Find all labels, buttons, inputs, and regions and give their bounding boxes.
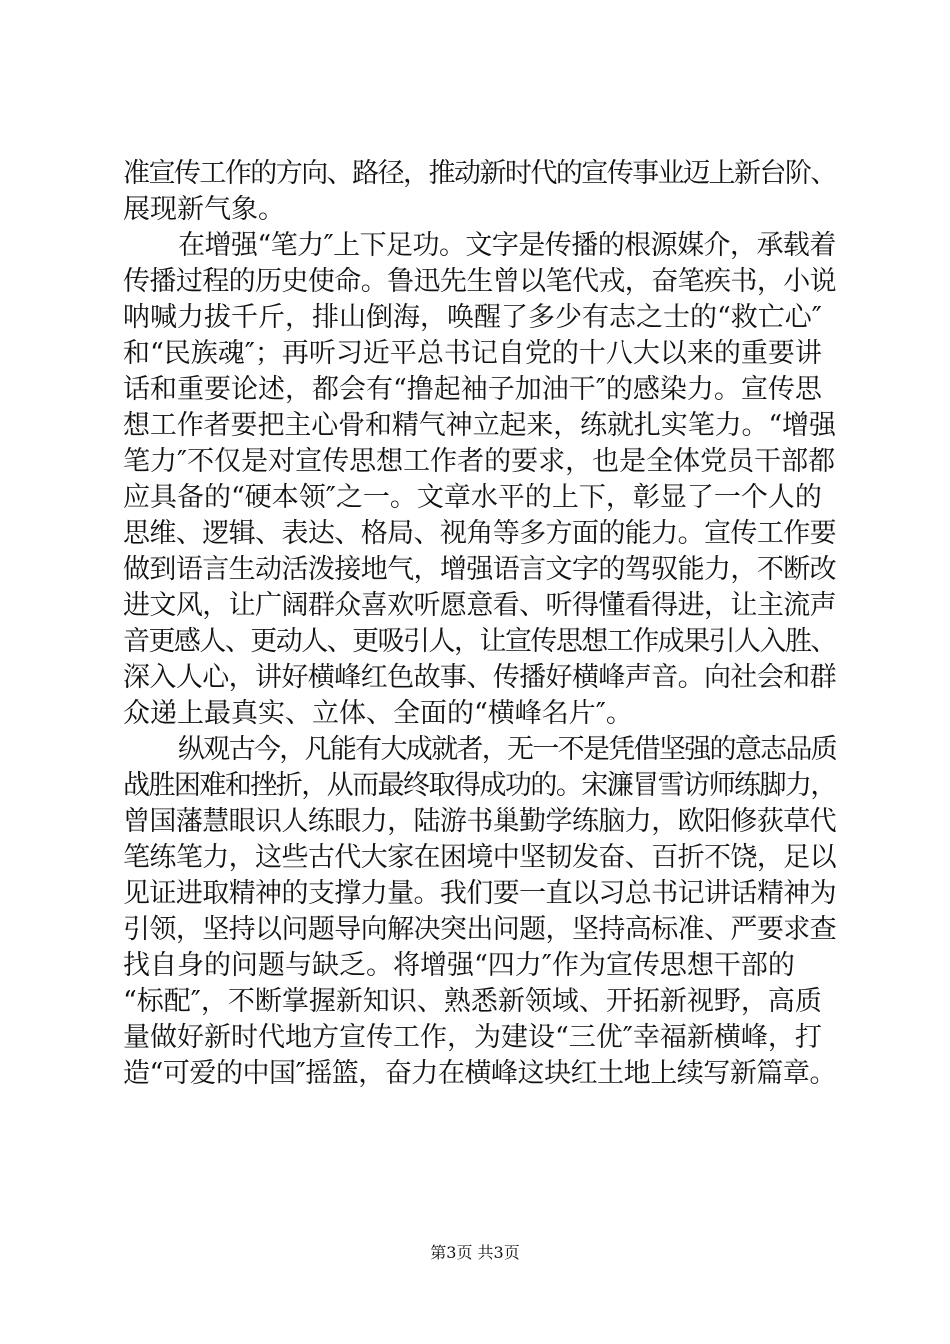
- text-line: 见证进取精神的支撑力量。我们要一直以习总书记讲话精神为: [123, 878, 837, 909]
- text-line: 应具备的“硬本领″之一。文章水平的上下，彰显了一个人的: [123, 482, 822, 513]
- page-number-footer: 第3页 共3页: [430, 1243, 520, 1262]
- text-line: 找自身的问题与缺乏。将增强“四力″作为宣传思想干部的: [123, 950, 795, 981]
- text-line: “标配″，不断掌握新知识、熟悉新领域、开拓新视野，高质: [123, 986, 822, 1017]
- text-line: 展现新气象。: [123, 194, 285, 225]
- text-line: 呐喊力拔千斤，排山倒海，唤醒了多少有志之士的“救亡心″: [123, 302, 822, 333]
- text-line: 深入人心，讲好横峰红色故事、传播好横峰声音。向社会和群: [123, 662, 837, 693]
- text-line: 量做好新时代地方宣传工作，为建设“三优″幸福新横峰，打: [123, 1022, 822, 1053]
- text-line: 准宣传工作的方向、路径，推动新时代的宣传事业迈上新台阶、: [123, 158, 836, 189]
- text-line: 笔力″不仅是对宣传思想工作者的要求，也是全体党员干部都: [123, 446, 836, 477]
- text-line: 和“民族魂″；再听习近平总书记自党的十八大以来的重要讲: [123, 338, 822, 369]
- text-line: 在增强“笔力″上下足功。文字是传播的根源媒介，承载着: [178, 230, 836, 261]
- text-line: 纵观古今，凡能有大成就者，无一不是凭借坚强的意志品质: [178, 734, 837, 765]
- text-line: 进文风，让广阔群众喜欢听愿意看、听得懂看得进，让主流声: [123, 590, 837, 621]
- text-line: 战胜困难和挫折，从而最终取得成功的。宋濂冒雪访师练脚力，: [123, 770, 836, 801]
- text-line: 笔练笔力，这些古代大家在困境中坚韧发奋、百折不饶，足以: [123, 842, 837, 873]
- text-line: 众递上最真实、立体、全面的“横峰名片″。: [123, 698, 633, 729]
- text-line: 音更感人、更动人、更吸引人，让宣传思想工作成果引人入胜、: [123, 626, 836, 657]
- text-line: 曾国藩慧眼识人练眼力，陆游书巢勤学练脑力，欧阳修荻草代: [123, 806, 837, 837]
- text-line: 传播过程的历史使命。鲁迅先生曾以笔代戎，奋笔疾书，小说: [123, 266, 837, 297]
- text-line: 思维、逻辑、表达、格局、视角等多方面的能力。宣传工作要: [123, 518, 837, 549]
- text-line: 造“可爱的中国″摇篮，奋力在横峰这块红土地上续写新篇章。: [123, 1058, 837, 1089]
- text-line: 引领，坚持以问题导向解决突出问题，坚持高标准、严要求查: [123, 914, 837, 945]
- text-line: 做到语言生动活泼接地气，增强语言文字的驾驭能力，不断改: [123, 554, 837, 585]
- text-line: 想工作者要把主心骨和精气神立起来，练就扎实笔力。“增强: [123, 410, 836, 441]
- text-line: 话和重要论述，都会有“撸起袖子加油干″的感染力。宣传思: [123, 374, 822, 405]
